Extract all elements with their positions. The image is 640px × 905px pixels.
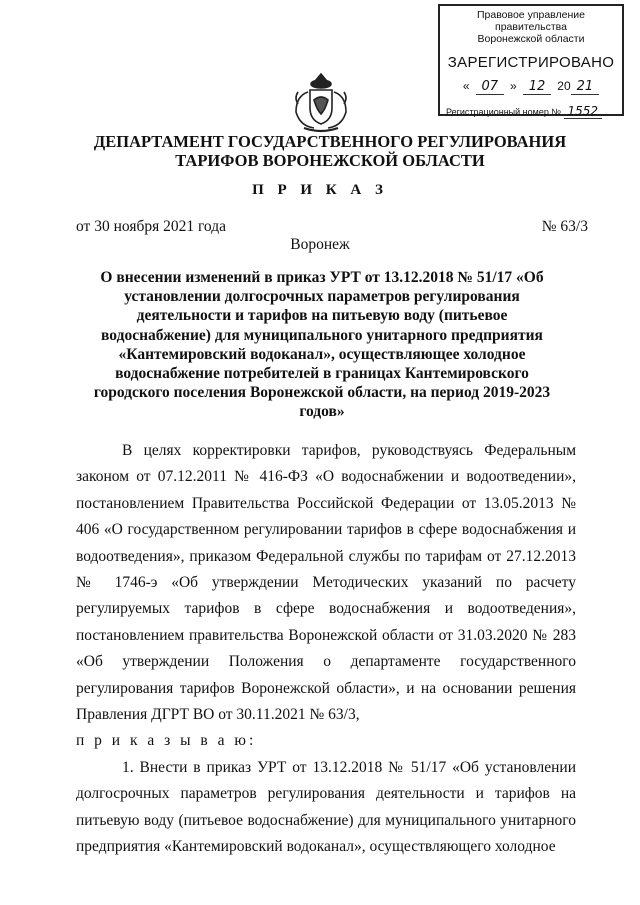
stamp-date: « 07 » 12 20 21 <box>446 79 616 95</box>
order-number: № 63/3 <box>541 218 588 235</box>
stamp-reg-label: Регистрационный номер № <box>446 107 562 117</box>
preamble-paragraph: В целях корректировки тарифов, руководствуясь Федеральным законом от 07.12.2011 № 416-ФЗ «О водоснабжении и водоотведении», постановлением Правительства Российской Федерации от 13.05.2013 № 406 «О государственном регулировании тарифов в сфере водоснабжения и водоотведения», приказом Федеральной службы по тарифам от 27.12.2013 № 1746-э «Об утверждении Методических указаний по расчету регулируемых тарифов в сфере водоснабжения и водоотведения», постановлением правительства Воронежской области от 31.03.2020 № 283 «Об утверждении Положения о департаменте государственного регулирования тарифов Воронежской области», и на основании решения Правления ДГРТ ВО от 30.11.2021 № 63/3, <box>76 442 576 724</box>
stamp-line-2: Воронежской области <box>477 33 585 45</box>
stamp-registered: ЗАРЕГИСТРИРОВАНО <box>447 54 615 71</box>
stamp-line-1: Правовое управление правительства <box>476 9 585 33</box>
registration-stamp <box>438 4 624 116</box>
stamp-date-day: 07 <box>476 79 505 95</box>
stamp-year-prefix: 20 <box>557 79 571 93</box>
department-name: ДЕПАРТАМЕНТ ГОСУДАРСТВЕННОГО РЕГУЛИРОВАНИЯ ТАРИФОВ ВОРОНЕЖСКОЙ ОБЛАСТИ <box>93 132 567 170</box>
item-1-paragraph: 1. Внести в приказ УРТ от 13.12.2018 № 51/17 «Об установлении долгосрочных параметров регулирования деятельности и тарифов на питьевую воду (питьевое водоснабжение) для муниципального унитарного предприятия «Кантемировский водоканал», осуществляющего холодное <box>76 758 576 856</box>
coat-of-arms-icon <box>290 70 352 134</box>
order-body <box>76 438 576 861</box>
stamp-reg-number: 1552 <box>564 104 603 119</box>
order-date: от 30 ноября 2021 года <box>76 218 227 235</box>
stamp-reg-row <box>446 104 616 118</box>
order-subject: О внесении изменений в приказ УРТ от 13.12.2018 № 51/17 «Об установлении долгосрочных параметров регулирования деятельности и тарифов на питьевую воду (питьевое водоснабжение) для муниципального унитарного предприятия «Кантемировский водоканал», осуществляющее холодное водоснабжение потребителей в границах Кантемировского городского поселения Воронежской области, на период 2019-2023 годов» <box>93 269 551 421</box>
document-type: П Р И К А З <box>252 182 388 198</box>
order-city: Воронеж <box>290 236 350 253</box>
stamp-date-month: 12 <box>523 79 552 95</box>
stamp-year-suffix: 21 <box>571 79 600 95</box>
order-word: п р и к а з ы в а ю: <box>76 732 257 750</box>
